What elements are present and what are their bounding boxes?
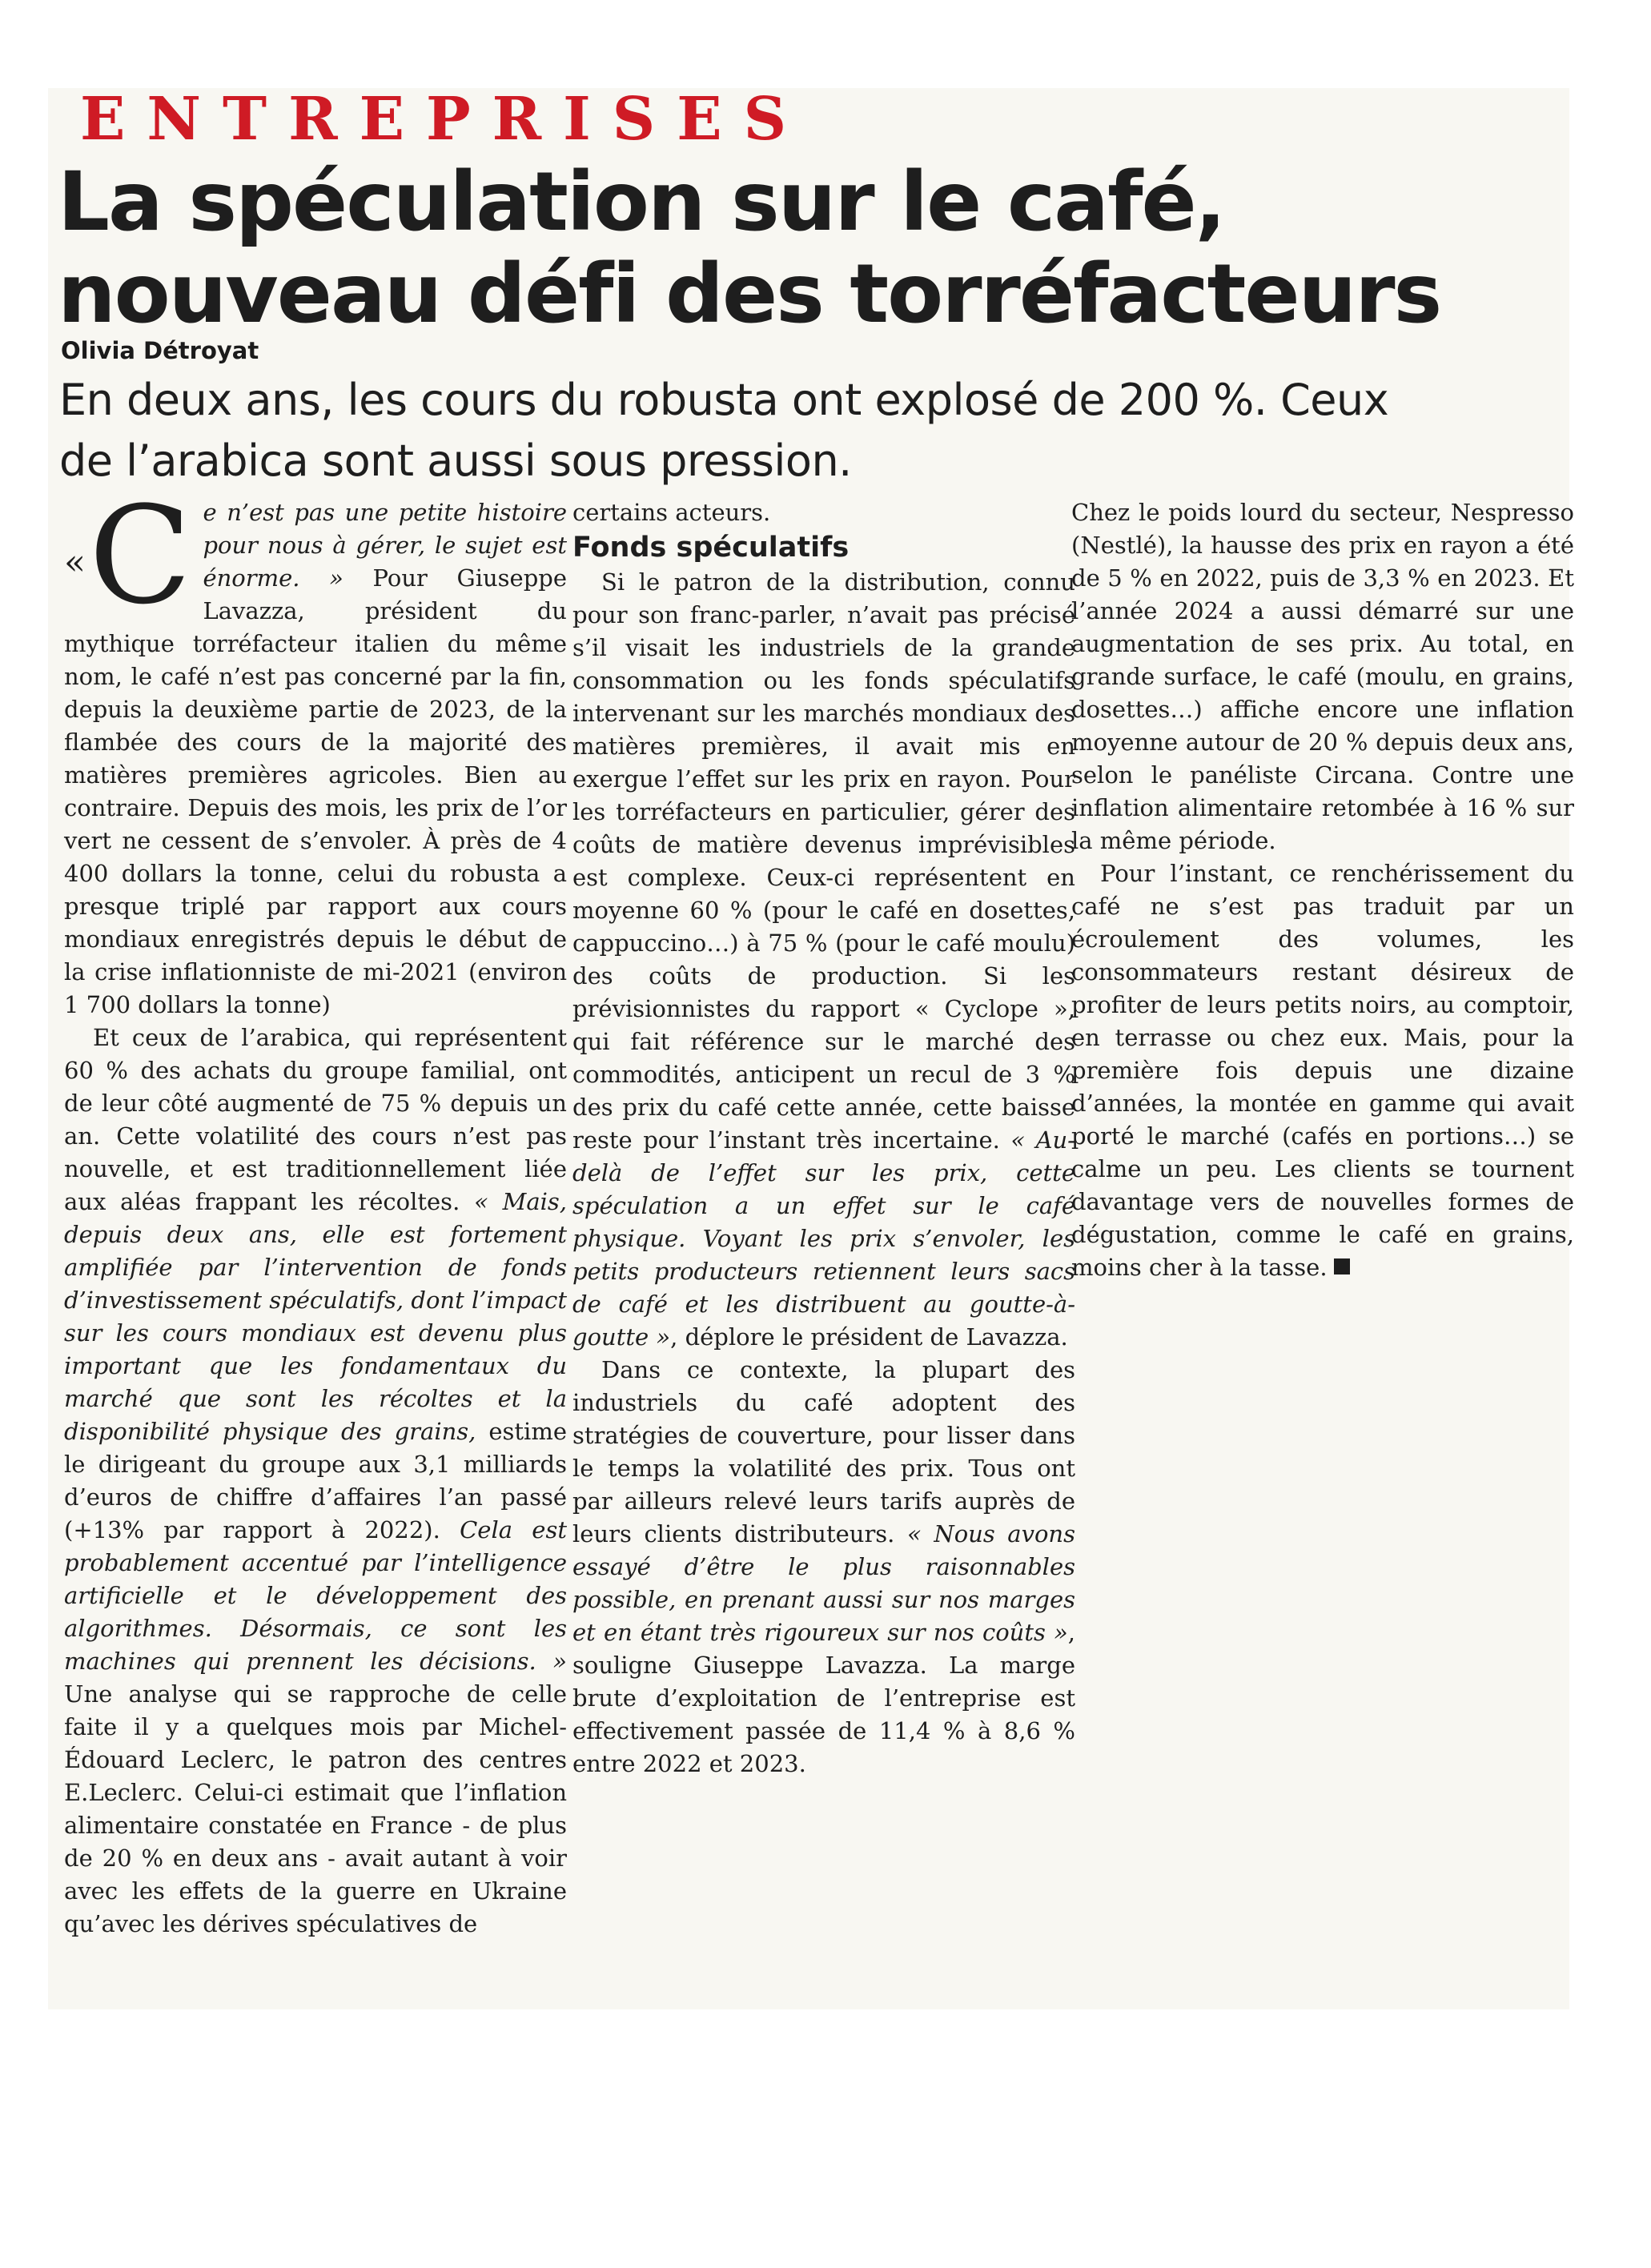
end-of-article-mark bbox=[1334, 1258, 1350, 1274]
headline-line-2: nouveau défi des torréfacteurs bbox=[58, 247, 1441, 342]
paragraph-couverture bbox=[572, 1354, 1075, 1780]
paragraph-conclusion bbox=[1071, 857, 1574, 1284]
paragraph-text: Si le patron de la distribution, connu pour son franc-parler, n’avait pas précisé s’il visait les industriels de la grande consommation ou les fonds spéculatifs intervenant sur les marchés mondiaux des matières premières, il avait mis en exergue l’effet sur les prix en rayon. Pour les torréfacteurs en particulier, gérer des coûts de matière devenus imprévisibles est complexe. Ceux-ci représentent en moyenne 60 % (pour le café en dosettes, cappuccino…) à 75 % (pour le café moulu) des coûts de production. Si les prévisionnistes du rapport « Cyclope », qui fait référence sur le marché des commodités, anticipent un recul de 3 % des prix du café cette année, cette baisse reste pour l’instant très incertaine. bbox=[572, 568, 1075, 1154]
article-headline bbox=[58, 156, 1539, 340]
opening-text: Pour Giuseppe Lavazza, président du mythique torréfacteur italien du même nom, le café n’est pas concerné par la fin, depuis la deuxième partie de 2023, de la flambée des cours de la majorité des matières premières agricoles. Bien au contraire. Depuis des mois, les prix de l’or vert ne cessent de s’envoler. À près de 4 400 dollars la tonne, celui du robusta a presque triplé par rapport aux cours mondiaux enregistrés depuis le début de la crise inflationniste de mi-2021 (environ 1 700 dollars la tonne) bbox=[64, 564, 567, 1018]
text-column-3 bbox=[1071, 496, 1574, 1284]
continued-paragraph bbox=[572, 496, 1075, 529]
text-column-2 bbox=[572, 496, 1075, 1780]
author-byline: Olivia Détroyat bbox=[61, 337, 259, 364]
quote-text: Cela est probablement accentué par l’intelligence artificielle et le développement des algorithmes. Désormais, ce sont les machines qui prennent les décisions. » bbox=[64, 1516, 567, 1675]
paragraph-text: certains acteurs. bbox=[572, 499, 771, 526]
paragraph-text: Dans ce contexte, la plupart des industriels du café adoptent des stratégies de couverture, pour lisser dans le temps la volatilité des prix. Tous ont par ailleurs relevé leurs tarifs auprès de leurs clients distributeurs. bbox=[572, 1356, 1075, 1547]
section-rubric: ENTREPRISES bbox=[80, 85, 809, 154]
paragraph-text: estime le dirigeant du groupe aux 3,1 milliards d’euros de chiffre d’affaires l’an passé (+13% par rapport à 2022). bbox=[64, 1418, 567, 1543]
quote-text: « Mais, depuis deux ans, elle est fortement amplifiée par l’intervention de fonds d’investissement spéculatifs, dont l’impact sur les cours mondiaux est devenu plus important que les fondamentaux du marché que sont les récoltes et la disponibilité physique des grains, bbox=[64, 1188, 567, 1445]
subheading: Fonds spéculatifs bbox=[572, 532, 850, 564]
paragraph-arabica bbox=[64, 1022, 567, 1941]
standfirst-line-2: de l’arabica sont aussi sous pression. bbox=[59, 436, 852, 486]
paragraph-nespresso: Chez le poids lourd du secteur, Nespresso (Nestlé), la hausse des prix en rayon a été de 5 % en 2022, puis de 3,3 % en 2023. Et l’année 2024 a aussi démarré sur une augmentation de ses prix. Au total, en grande surface, le café (moulu, en grains, dosettes…) affiche encore une inflation moyenne autour de 20 % depuis deux ans, selon le panéliste Circana. Contre une inflation alimentaire retombée à 16 % sur la même période. bbox=[1071, 499, 1574, 854]
quote-text: « Au-delà de l’effet sur les prix, cette spéculation a un effet sur le café physique. Voyant les prix s’envoler, les petits producteurs retiennent leurs sacs de café et les distribuent au goutte-à-goutte » bbox=[572, 1126, 1075, 1351]
text-column-1 bbox=[64, 477, 567, 1941]
paragraph-text: Pour l’instant, ce renchérissement du café ne s’est pas traduit par un écroulement des volumes, les consommateurs restant désireux de profiter de leurs petits noirs, au comptoir, en terrasse ou chez eux. Mais, pour la première fois depuis une dizaine d’années, la montée en gamme qui avait porté le marché (cafés en portions…) se calme un peu. Les clients se tournent davantage vers de nouvelles formes de dégustation, comme le café en grains, moins cher à la tasse. bbox=[1071, 860, 1574, 1281]
drop-cap: C bbox=[88, 477, 192, 634]
headline-line-1: La spéculation sur le café, bbox=[58, 155, 1225, 250]
opening-paragraph bbox=[64, 477, 567, 1022]
opening-quote-mark: « bbox=[64, 542, 86, 583]
paragraph-text: , souligne Giuseppe Lavazza. La marge brute d’exploitation de l’entreprise est effectivement passée de 11,4 % à 8,6 % entre 2022 et 2023. bbox=[572, 1619, 1075, 1777]
paragraph-text: Une analyse qui se rapproche de celle faite il y a quelques mois par Michel-Édouard Leclerc, le patron des centres E.Leclerc. Celui-ci estimait que l’inflation alimentaire constatée en France - de plus de 20 % en deux ans - avait autant à voir avec les effets de la guerre en Ukraine qu’avec les dérives spéculatives de bbox=[64, 1680, 567, 1937]
paragraph-text: Et ceux de l’arabica, qui représentent 60 % des achats du groupe familial, ont de leur côté augmenté de 75 % depuis un an. Cette volatilité des cours n’est pas nouvelle, et est traditionnellement liée aux aléas frappant les récoltes. bbox=[64, 1024, 567, 1215]
article-standfirst bbox=[59, 370, 1565, 492]
paragraph-distribution bbox=[572, 566, 1075, 1354]
standfirst-line-1: En deux ans, les cours du robusta ont explosé de 200 %. Ceux bbox=[59, 375, 1389, 425]
quote-text: « Nous avons essayé d’être le plus raisonnables possible, en prenant aussi sur nos marges et en étant très rigoureux sur nos coûts » bbox=[572, 1520, 1075, 1646]
opening-quote: e n’est pas une petite histoire pour nous à gérer, le sujet est énorme. » bbox=[203, 499, 567, 592]
paragraph-text: , déplore le président de Lavazza. bbox=[670, 1323, 1068, 1351]
